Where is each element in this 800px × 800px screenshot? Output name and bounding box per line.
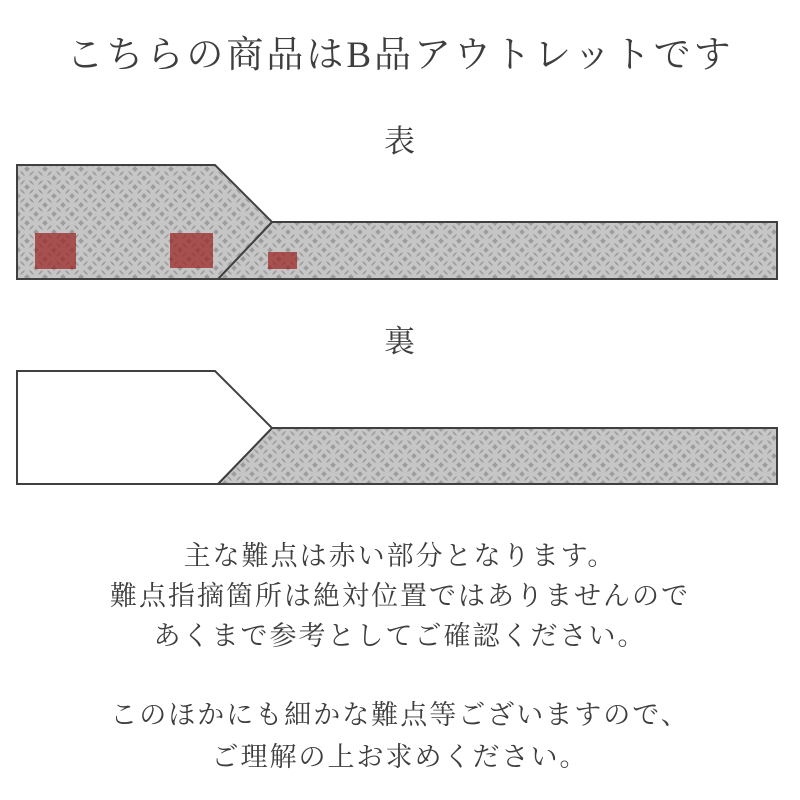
defect-marker (268, 252, 297, 269)
back-view-label: 裏 (384, 324, 416, 359)
note-line: あくまで参考としてご確認ください。 (153, 621, 647, 651)
defect-marker (35, 233, 76, 269)
back-band-shape (218, 428, 777, 484)
back-blade-shape (17, 371, 272, 484)
page-title: こちらの商品はB品アウトレットです (66, 35, 734, 76)
note-line: ご理解の上お求めください。 (211, 742, 589, 772)
back-tie-diagram (0, 366, 800, 491)
front-band-shape (218, 222, 777, 279)
front-view-label: 表 (384, 124, 416, 159)
note-line: 主な難点は赤い部分となります。 (183, 541, 617, 571)
note-line: このほかにも細かな難点等ございますので、 (110, 700, 690, 730)
front-tie-diagram (0, 160, 800, 285)
defect-explanation-note (0, 536, 800, 656)
note-line: 難点指摘箇所は絶対位置ではありませんので (110, 581, 690, 611)
defect-marker (170, 233, 213, 268)
additional-caution-note (0, 694, 800, 778)
